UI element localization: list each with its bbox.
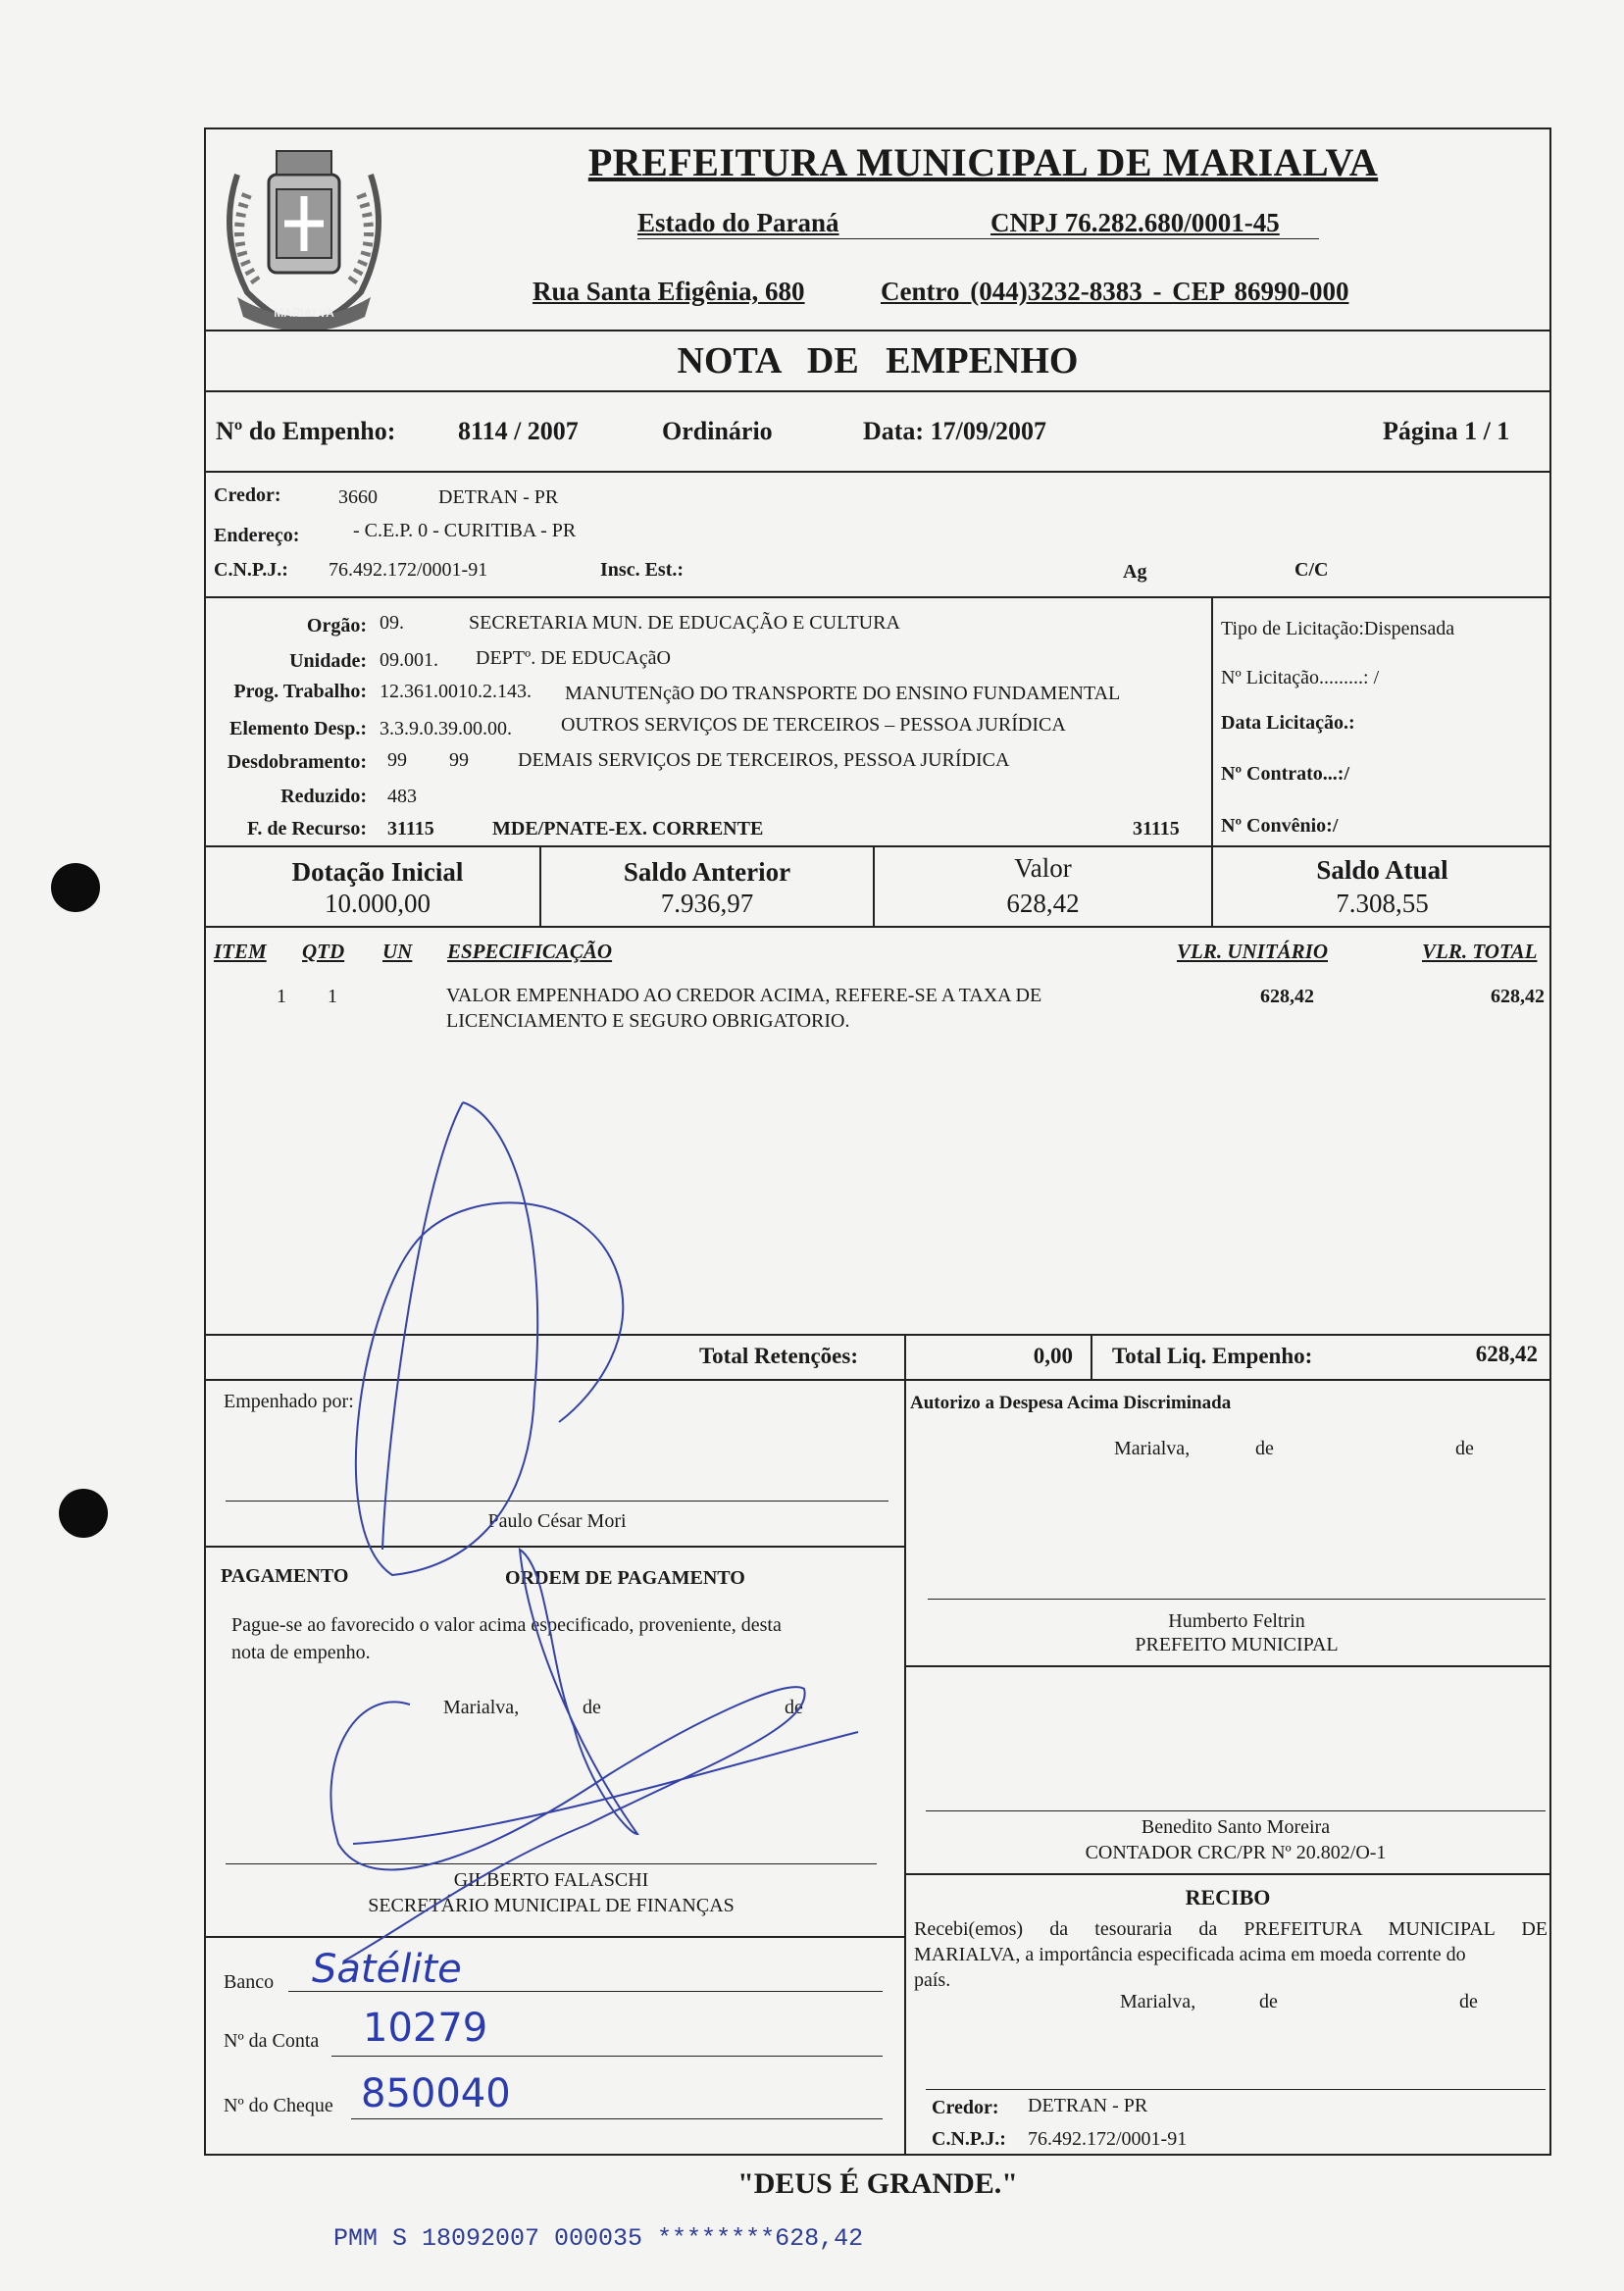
contador-divider [904, 1873, 1551, 1875]
saldo-atual-value: 7.308,55 [1336, 889, 1429, 918]
desdobramento-name: DEMAIS SERVIÇOS DE TERCEIROS, PESSOA JURÍDICA [518, 749, 1010, 771]
crest-banner-text: MARIALVA [274, 306, 334, 320]
payment-date-place: Marialva, [443, 1697, 520, 1718]
payment-date-de-1: de [583, 1697, 601, 1718]
contador-signature-line [926, 1810, 1546, 1811]
banco-handwritten: Satélite [312, 1947, 462, 1992]
col-header-valor-total: VLR. TOTAL [1422, 940, 1538, 963]
budget-licitacao-divider [1211, 596, 1213, 847]
tipo-licitacao: Tipo de Licitação:Dispensada [1221, 618, 1455, 639]
payment-date-de-2: de [785, 1697, 803, 1718]
empenho-number: 8114 / 2007 [458, 417, 579, 445]
desdobramento-code-2: 99 [449, 749, 469, 771]
totals-divider-bottom [204, 1379, 1551, 1381]
ordem-pagamento-label: ORDEM DE PAGAMENTO [505, 1567, 745, 1589]
empenho-date: Data: 17/09/2007 [863, 417, 1047, 445]
elemento-label: Elemento Desp.: [229, 718, 367, 739]
auth-date-place: Marialva, [1114, 1438, 1191, 1459]
empenho-type: Ordinário [662, 417, 773, 445]
elemento-code: 3.3.9.0.39.00.00. [380, 718, 512, 739]
recibo-credor-label: Credor: [932, 2097, 999, 2118]
recibo-date-de-2: de [1459, 1991, 1478, 2012]
reduzido-label: Reduzido: [280, 786, 367, 807]
title-divider-top [204, 330, 1551, 331]
saldo-anterior-value: 7.936,97 [660, 889, 754, 918]
item-total-value: 628,42 [1491, 986, 1545, 1007]
col-header-qtd: QTD [302, 940, 345, 963]
empenhado-signature-line [226, 1501, 888, 1502]
unidade-code: 09.001. [380, 649, 438, 671]
recibo-credor-name: DETRAN - PR [1028, 2095, 1148, 2116]
fonte-recurso-code-2: 31115 [1133, 818, 1180, 840]
fonte-recurso-label: F. de Recurso: [246, 818, 367, 840]
coat-of-arms-logo [208, 135, 400, 331]
page-number: Página 1 / 1 [1383, 417, 1510, 445]
prog-trabalho-code: 12.361.0010.2.143. [380, 681, 532, 702]
empenho-divider [204, 471, 1551, 473]
secretario-name: GILBERTO FALASCHI [453, 1869, 649, 1891]
recibo-cnpj-label: C.N.P.J.: [932, 2128, 1006, 2150]
desdobramento-label: Desdobramento: [227, 751, 367, 773]
numero-contrato: Nº Contrato...:/ [1221, 763, 1350, 785]
saldo-atual-label: Saldo Atual [1316, 855, 1448, 885]
empenhado-divider [204, 1546, 906, 1548]
auth-date-de-1: de [1255, 1438, 1274, 1459]
col-header-un: UN [382, 940, 413, 963]
cheque-line [351, 2118, 883, 2119]
recibo-cnpj: 76.492.172/0001-91 [1028, 2128, 1188, 2150]
cheque-label: Nº do Cheque [224, 2095, 333, 2116]
pague-text-line-2: nota de empenho. [231, 1642, 371, 1663]
conta-label: Nº da Conta [224, 2030, 320, 2052]
motto: "DEUS É GRANDE." [737, 2167, 1018, 2200]
insc-est-label: Insc. Est.: [600, 559, 685, 581]
credor-divider [204, 596, 1551, 598]
conta-line [331, 2056, 883, 2057]
prog-trabalho-label: Prog. Trabalho: [233, 681, 367, 702]
credor-address: - C.E.P. 0 - CURITIBA - PR [353, 520, 577, 541]
account-label: C/C [1294, 559, 1329, 581]
prefeito-signature-line [928, 1599, 1546, 1600]
banco-label: Banco [224, 1971, 275, 1993]
recibo-signature-line [926, 2089, 1546, 2090]
item-unit-value: 628,42 [1260, 986, 1314, 1007]
recibo-date-place: Marialva, [1120, 1991, 1196, 2012]
secretario-divider [204, 1936, 906, 1938]
recibo-text-line-1: Recebi(emos) da tesouraria da PREFEITURA MUNICIPAL DE [914, 1918, 1548, 1940]
municipality-title: PREFEITURA MUNICIPAL DE MARIALVA [587, 140, 1379, 184]
total-retencoes-value: 0,00 [1033, 1344, 1073, 1368]
desdobramento-code-1: 99 [387, 749, 407, 771]
orgao-code: 09. [380, 612, 404, 634]
col-header-item: ITEM [214, 940, 267, 963]
agency-label: Ag [1123, 561, 1147, 583]
item-spec-line-1: VALOR EMPENHADO AO CREDOR ACIMA, REFERE-SE A TAXA DE [446, 985, 1042, 1006]
item-qtd: 1 [328, 986, 337, 1007]
budget-divider [204, 845, 1551, 847]
address-label: Rua Santa Efigênia, 680 [533, 277, 805, 306]
prog-trabalho-name: MANUTENçãO DO TRANSPORTE DO ENSINO FUNDAMENTAL [565, 683, 1121, 704]
unidade-name: DEPTº. DE EDUCAçãO [476, 647, 671, 669]
punch-hole-bottom [59, 1489, 108, 1538]
pague-text-line-1: Pague-se ao favorecido o valor acima especificado, proveniente, desta [231, 1614, 782, 1636]
total-retencoes-label: Total Retenções: [698, 1344, 858, 1368]
orgao-label: Orgão: [306, 615, 367, 636]
valor-label: Valor [1014, 853, 1072, 883]
orgao-name: SECRETARIA MUN. DE EDUCAÇÃO E CULTURA [469, 612, 900, 634]
credor-label: Credor: [214, 484, 281, 506]
recibo-date-de-1: de [1259, 1991, 1278, 2012]
prefeito-divider [904, 1665, 1551, 1667]
reduzido-value: 483 [387, 786, 417, 807]
item-spec-line-2: LICENCIAMENTO E SEGURO OBRIGATORIO. [446, 1010, 850, 1032]
col-header-especificacao: ESPECIFICAÇÃO [447, 940, 613, 963]
credor-name: DETRAN - PR [438, 486, 559, 508]
lower-center-divider [904, 1379, 906, 2156]
saldos-divider [204, 926, 1551, 928]
bank-stamp: PMM S 18092007 000035 ********628,42 [333, 2224, 864, 2253]
elemento-name: OUTROS SERVIÇOS DE TERCEIROS – PESSOA JURÍDICA [561, 714, 1066, 736]
dotacao-inicial-label: Dotação Inicial [291, 857, 464, 887]
recibo-text-line-3: país. [914, 1969, 951, 1991]
secretario-signature-line [226, 1863, 877, 1864]
prefeito-role: PREFEITO MUNICIPAL [1135, 1634, 1339, 1655]
numero-convenio: Nº Convênio:/ [1221, 815, 1339, 837]
header-underline [637, 238, 1319, 239]
totals-col-2 [1091, 1334, 1092, 1381]
empenhado-por-label: Empenhado por: [224, 1391, 354, 1412]
col-header-valor-unitario: VLR. UNITÁRIO [1177, 940, 1329, 963]
cheque-handwritten: 850040 [361, 2071, 511, 2116]
cnpj-field-label: C.N.P.J.: [214, 559, 288, 581]
total-liquido-label: Total Liq. Empenho: [1112, 1344, 1313, 1368]
conta-handwritten: 10279 [363, 2006, 488, 2051]
valor-value: 628,42 [1006, 889, 1080, 918]
empenhado-por-name: Paulo César Mori [487, 1510, 627, 1532]
contador-role: CONTADOR CRC/PR Nº 20.802/O-1 [1085, 1842, 1387, 1863]
data-licitacao: Data Licitação.: [1221, 712, 1355, 734]
district-phone-label: Centro (044)3232-8383 - CEP 86990-000 [881, 277, 1349, 306]
pagamento-label: PAGAMENTO [221, 1565, 349, 1587]
totals-divider-top [204, 1334, 1551, 1336]
document-title: NOTA DE EMPENHO [677, 340, 1079, 382]
numero-licitacao: Nº Licitação.........: / [1221, 667, 1380, 688]
state-label: Estado do Paraná [637, 208, 839, 237]
contador-name: Benedito Santo Moreira [1141, 1816, 1331, 1838]
prefeito-name: Humberto Feltrin [1168, 1610, 1305, 1632]
punch-hole-top [51, 863, 100, 912]
recibo-text-line-2: MARIALVA, a importância especificada acima em moeda corrente do [914, 1944, 1466, 1965]
cnpj-label: CNPJ 76.282.680/0001-45 [990, 208, 1280, 237]
fonte-recurso-name: MDE/PNATE-EX. CORRENTE [492, 818, 764, 840]
credor-cnpj: 76.492.172/0001-91 [329, 559, 488, 581]
autorizo-label: Autorizo a Despesa Acima Discriminada [910, 1393, 1232, 1413]
empenho-number-label: Nº do Empenho: [216, 417, 396, 445]
fonte-recurso-code: 31115 [387, 818, 434, 840]
recibo-title: RECIBO [1185, 1885, 1271, 1909]
unidade-label: Unidade: [289, 650, 367, 672]
saldo-anterior-label: Saldo Anterior [623, 857, 791, 887]
secretario-role: SECRETÁRIO MUNICIPAL DE FINANÇAS [368, 1895, 735, 1916]
total-liquido-value: 628,42 [1475, 1342, 1538, 1366]
item-number: 1 [277, 986, 286, 1007]
auth-date-de-2: de [1455, 1438, 1474, 1459]
endereco-label: Endereço: [214, 525, 300, 546]
credor-code: 3660 [338, 486, 378, 508]
dotacao-inicial-value: 10.000,00 [325, 889, 431, 918]
